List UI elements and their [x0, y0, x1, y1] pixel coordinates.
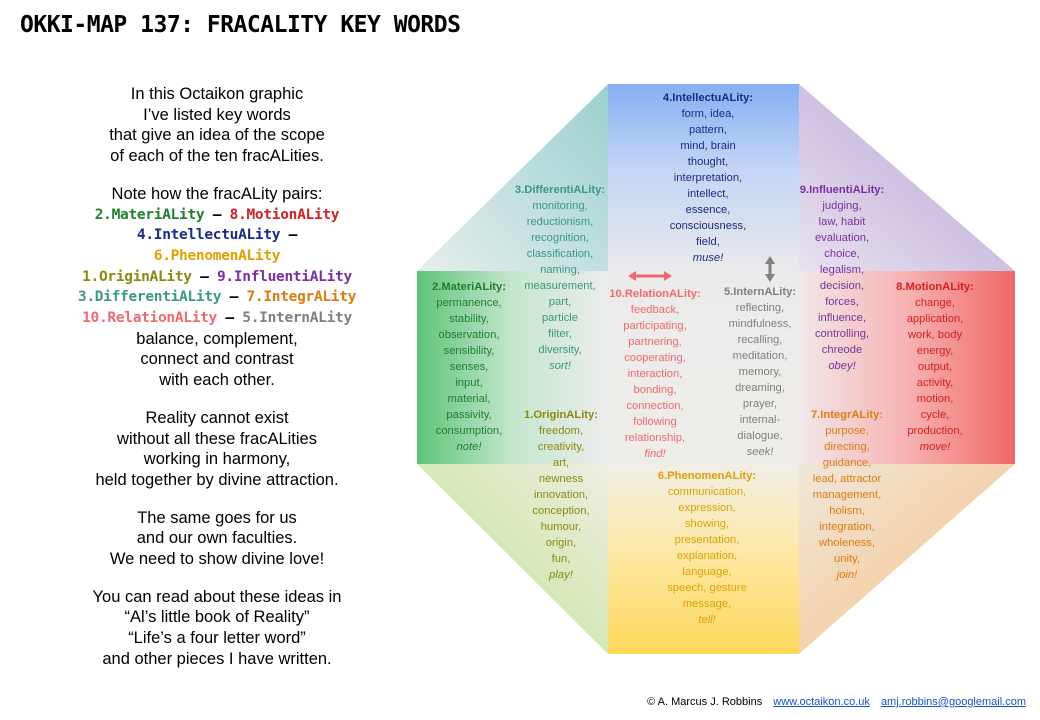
keyword: consciousness, [669, 220, 747, 232]
fracality-heading: 6.PhenomenALity: [657, 470, 757, 482]
intro-line: of each of the ten fracALities. [110, 147, 324, 166]
keyword: cycle, [920, 409, 950, 421]
fracality-influentiality [796, 182, 888, 374]
keyword: holism, [829, 505, 865, 517]
keyword: pattern, [689, 124, 727, 136]
pair-line-origin-influenti: 1.OriginALity – 9.InfluentiALity [82, 268, 352, 285]
paragraph-line: and our own faculties. [136, 529, 298, 548]
keyword: lead, attractor [812, 473, 882, 485]
keyword: sensibility, [443, 345, 495, 357]
paragraph-line: “Life’s a four letter word” [128, 629, 306, 648]
intro-line: In this Octaikon graphic [130, 85, 304, 103]
pair-line-intellectu: 4.IntellectuALity – [136, 227, 298, 244]
paragraph-line: and other pieces I have written. [102, 649, 332, 668]
keyword: art, [552, 457, 570, 469]
website-link[interactable]: www.octaikon.co.uk [773, 696, 870, 708]
fracality-differentiality [506, 182, 614, 374]
keyword: interpretation, [673, 172, 743, 184]
fracality-heading: 3.DifferentiALity: [514, 184, 606, 196]
fracality-action: obey! [828, 360, 856, 372]
keyword: speech, gesture [667, 582, 747, 594]
octaikon-diagram [417, 84, 1015, 654]
keyword: guidance, [822, 457, 872, 469]
keyword: law, habit [818, 216, 866, 228]
fracality-heading: 4.IntellectuALity: [662, 92, 754, 104]
keyword: feedback, [630, 304, 680, 316]
keyword: legalism, [819, 264, 865, 276]
copyright-text: © A. Marcus J. Robbins [647, 696, 763, 708]
keyword: recalling, [737, 334, 783, 346]
keyword: participating, [623, 320, 687, 332]
keyword: integration, [819, 521, 875, 533]
keyword: work, body [907, 329, 963, 341]
keyword: explanation, [676, 550, 738, 562]
keyword: dreaming, [735, 382, 785, 394]
keyword: forces, [825, 296, 859, 308]
fracality-action: find! [644, 448, 666, 460]
keyword: chreode [821, 344, 863, 356]
keyword: influence, [818, 312, 866, 324]
email-link[interactable]: amj.robbins@googlemail.com [880, 696, 1026, 708]
keyword: humour, [540, 521, 582, 533]
keyword: mind, brain [680, 140, 736, 152]
pair-line-phenomen: 6.PhenomenALity [153, 247, 281, 264]
fracality-heading: 9.InfluentiALity: [799, 184, 885, 196]
fracality-heading: 8.MotionALity: [896, 281, 974, 293]
intro-line: I’ve listed key words [143, 105, 291, 124]
fracality-action: sort! [549, 360, 571, 372]
keyword: essence, [685, 204, 731, 216]
keyword: newness [538, 473, 584, 485]
paragraph-line: held together by divine attraction. [95, 470, 339, 489]
keyword: naming, [540, 264, 580, 276]
keyword: purpose, [825, 425, 869, 437]
fracality-motionality [888, 279, 982, 455]
keyword: fun, [551, 553, 571, 565]
keyword: internal- [739, 414, 781, 426]
keyword: prayer, [742, 398, 778, 410]
fracality-originality [513, 407, 609, 583]
keyword: diversity, [538, 344, 582, 356]
keyword: monitoring, [532, 200, 588, 212]
keyword: communication, [667, 486, 747, 498]
fracality-action: seek! [746, 446, 774, 458]
keyword: stability, [449, 313, 489, 325]
fracality-integrality [796, 407, 898, 583]
keyword: application, [906, 313, 964, 325]
keyword: unity, [834, 553, 860, 565]
keyword: senses, [449, 361, 489, 373]
fracality-action: join! [836, 569, 858, 581]
keyword: intellect, [687, 188, 729, 200]
fracality-internality [714, 284, 806, 460]
keyword: permanence, [436, 297, 502, 309]
keyword: change, [915, 297, 955, 309]
fracality-heading: 1.OriginALity: [524, 409, 598, 421]
keyword: reflecting, [735, 302, 785, 314]
keyword: field, [696, 236, 720, 248]
keyword: conception, [532, 505, 590, 517]
keyword: production, [907, 425, 963, 437]
paragraph-line: “Al’s little book of Reality” [124, 608, 310, 627]
fracality-action: play! [549, 569, 573, 581]
keyword: directing, [824, 441, 870, 453]
footer [647, 696, 1026, 708]
fracality-intellectuality [648, 90, 768, 266]
keyword: wholeness, [819, 537, 875, 549]
keyword: motion, [916, 393, 954, 405]
keyword: evaluation, [814, 232, 870, 244]
keyword: relationship, [624, 432, 686, 444]
paragraph-line: The same goes for us [137, 508, 297, 527]
keyword: freedom, [538, 425, 584, 437]
paragraph-line: without all these fracALities [117, 429, 317, 448]
keyword: creativity, [537, 441, 585, 453]
fracality-heading: 2.MateriALity: [432, 281, 506, 293]
fracality-action: tell! [698, 614, 716, 626]
keyword: energy, [916, 345, 954, 357]
fracality-action: move! [919, 441, 951, 453]
keyword: message, [682, 598, 732, 610]
keyword: recognition, [531, 232, 589, 244]
keyword: decision, [819, 280, 865, 292]
keyword: reductionism, [526, 216, 594, 228]
keyword: connection, [626, 400, 684, 412]
keyword: part, [548, 296, 572, 308]
keyword: presentation, [674, 534, 740, 546]
paragraph-line: Reality cannot exist [145, 408, 289, 427]
pair-line-relation-intern: 10.RelationALity – 5.InternALity [82, 310, 352, 327]
keyword: choice, [824, 248, 860, 260]
keyword: judging, [822, 200, 862, 212]
keyword: bonding, [633, 384, 677, 396]
fracality-materiality [419, 279, 519, 455]
keyword: filter, [548, 328, 572, 340]
keyword: particle [541, 312, 579, 324]
pair-line-materi-motion: 2.MateriALity – 8.MotionALity [94, 206, 340, 223]
fracality-action: note! [456, 441, 482, 453]
keyword: following [633, 416, 677, 428]
intro-line: that give an idea of the scope [109, 126, 325, 145]
keyword: memory, [738, 366, 782, 378]
keyword: activity, [916, 377, 954, 389]
fracality-phenomenality [645, 468, 769, 628]
fracality-heading: 5.InternALity: [723, 286, 797, 298]
fracality-relationality [602, 286, 708, 462]
pairs-outro-line: balance, complement, [136, 329, 298, 348]
keyword: innovation, [533, 489, 589, 501]
keyword: language, [682, 566, 732, 578]
keyword: expression, [678, 502, 736, 514]
fracality-action: muse! [692, 252, 724, 264]
page-title: OKKI-MAP 137: FRACALITY KEY WORDS [20, 12, 461, 38]
paragraph-line: You can read about these ideas in [92, 587, 342, 606]
keyword: interaction, [627, 368, 683, 380]
keyword: meditation, [732, 350, 788, 362]
description-text [62, 84, 372, 670]
keyword: form, idea, [681, 108, 735, 120]
paragraph-line: working in harmony, [143, 450, 291, 469]
pair-line-differenti-integr: 3.DifferentiALity – 7.IntegrALity [77, 289, 357, 306]
keyword: observation, [438, 329, 500, 341]
keyword: management, [812, 489, 882, 501]
keyword: thought, [687, 156, 729, 168]
keyword: mindfulness, [728, 318, 792, 330]
fracality-heading: 10.RelationALity: [609, 288, 701, 300]
fracality-heading: 7.IntegrALity: [810, 409, 884, 421]
keyword: dialogue, [737, 430, 783, 442]
keyword: origin, [545, 537, 577, 549]
pairs-intro: Note how the fracALity pairs: [111, 184, 323, 203]
pairs-outro-line: connect and contrast [140, 350, 294, 369]
keyword: consumption, [435, 425, 503, 437]
keyword: cooperating, [624, 352, 686, 364]
keyword: partnering, [628, 336, 682, 348]
pairs-outro-line: with each other. [159, 371, 275, 390]
keyword: measurement, [524, 280, 596, 292]
keyword: passivity, [446, 409, 492, 421]
keyword: output, [917, 361, 953, 373]
paragraph-line: We need to show divine love! [109, 550, 325, 569]
keyword: showing, [684, 518, 730, 530]
keyword: material, [447, 393, 491, 405]
keyword: controlling, [814, 328, 870, 340]
keyword: input, [455, 377, 483, 389]
keyword: classification, [526, 248, 594, 260]
